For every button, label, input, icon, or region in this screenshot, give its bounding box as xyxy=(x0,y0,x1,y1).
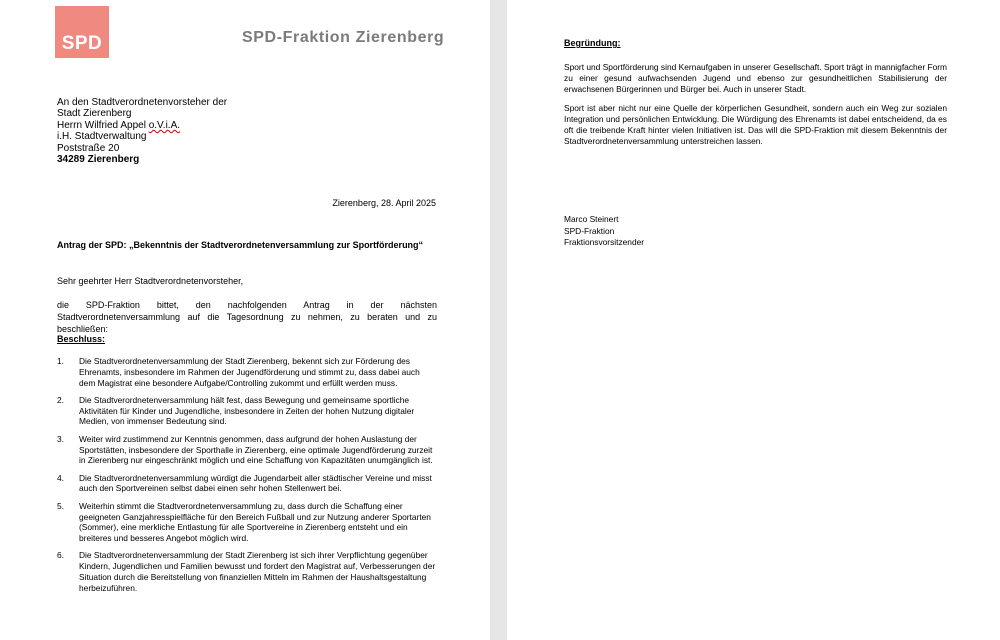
resolution-heading: Beschluss: xyxy=(57,334,106,344)
letter-date: Zierenberg, 28. April 2025 xyxy=(332,198,436,208)
organization-name: SPD-Fraktion Zierenberg xyxy=(242,29,445,46)
signature-block xyxy=(564,214,644,249)
item-text: Die Stadtverordnetenversammlung hält fest, dass Bewegung und gemeinsame sportliche Aktivitäten für Kinder und Jugendliche, insbesondere in Zeiten der hohen Nutzung digitaler Medien, von immenser Bedeutung sind. xyxy=(79,394,415,427)
spellcheck-flagged-word: o.V.i.A. xyxy=(148,119,181,131)
letter-subject: Antrag der SPD: „Bekenntnis der Stadtverordnetenversammlung zur Sportförderung“ xyxy=(57,240,424,250)
list-item xyxy=(57,395,437,427)
justification-heading: Begründung: xyxy=(564,38,621,48)
list-item xyxy=(57,356,437,388)
address-line xyxy=(57,120,227,131)
signer-role: Fraktionsvorsitzender xyxy=(564,237,645,247)
item-number: 4. xyxy=(57,472,64,483)
item-number: 1. xyxy=(57,356,64,366)
spd-logo xyxy=(55,6,109,58)
address-city: 34289 Zierenberg xyxy=(57,154,140,166)
address-line: Stadt Zierenberg xyxy=(57,108,132,120)
list-item xyxy=(57,550,437,593)
recipient-address xyxy=(57,97,227,165)
list-item xyxy=(57,473,437,495)
item-number: 6. xyxy=(57,550,64,561)
item-number: 5. xyxy=(57,500,64,511)
signer-name: Marco Steinert xyxy=(564,214,619,224)
item-text: Die Stadtverordnetenversammlung würdigt die Jugendarbeit aller städtischer Vereine und misst auch den Sportvereinen selbst dabei einen sehr hohen Stellenwert bei. xyxy=(79,472,432,494)
document-page-1 xyxy=(0,0,490,640)
item-text: Die Stadtverordnetenversammlung der Stadt Zierenberg, bekennt sich zur Förderung des Ehrenamts, insbesondere im Rahmen der Jugendförderung und stimmt zu, dass dabei auch dem Magistrat eine besondere Aufgabe/Controlling zukommt und erfüllt werden muss. xyxy=(79,356,420,388)
logo-text: SPD xyxy=(61,33,103,54)
item-text: Weiterhin stimmt die Stadtverordnetenversammlung zu, dass durch die Schaffung einer geeigneten Ganzjahresspielfläche für den Bereich Fußball und zur Nutzung anderer Sportarten (Sommer), eine merkliche Entlastung für alle Sportvereine in Zierenberg entsteht und ein breiteres und besseres Angebot möglich wird. xyxy=(79,500,431,544)
item-number: 3. xyxy=(57,433,64,444)
address-name: Herrn Wilfried Appel xyxy=(57,119,149,131)
intro-paragraph: die SPD-Fraktion bittet, den nachfolgenden Antrag in der nächsten Stadtverordnetenversammlung auf die Tagesordnung zu nehmen, zu beraten und zu beschließen: xyxy=(57,300,437,334)
item-text: Weiter wird zustimmend zur Kenntnis genommen, dass aufgrund der hohen Auslastung der Sportstätten, insbesondere der Sporthalle in Zierenberg, eine optimale Jugendförderung zurzeit in Zierenberg nur eingeschränkt möglich und eine Schaffung von Kapazitäten unumgänglich ist. xyxy=(79,433,433,466)
justification-paragraph: Sport ist aber nicht nur eine Quelle der körperlichen Gesundheit, sondern auch ein Weg zur sozialen Integration und persönlichen Entwicklung. Die Würdigung des Ehrenamts ist dabei entscheidend, da es oft die treibende Kraft hinter vielen Initiativen ist. Das will die SPD-Fraktion mit diesem Bekenntnis der Stadtverordnetenversammlung unterstreichen lassen. xyxy=(564,103,947,146)
item-number: 2. xyxy=(57,394,64,405)
address-line: An den Stadtverordnetenvorsteher der xyxy=(57,97,228,108)
address-line: Poststraße 20 xyxy=(57,142,120,154)
document-page-2 xyxy=(507,0,1000,640)
item-text: Die Stadtverordnetenversammlung der Stadt Zierenberg ist sich ihrer Verpflichtung gegenüber Kindern, Jugendlichen und Familien bewusst und fordert den Magistrat auf, Verbesserungen der Situation durch die Bereitstellung von finanziellen Mitteln im Rahmen der Haushaltsgestaltung herbeizuführen. xyxy=(79,550,436,593)
resolution-list xyxy=(57,356,437,600)
list-item xyxy=(57,434,437,466)
salutation: Sehr geehrter Herr Stadtverordnetenvorsteher, xyxy=(57,276,244,286)
address-line: i.H. Stadtverwaltung xyxy=(57,131,147,143)
list-item xyxy=(57,501,437,544)
signer-org: SPD-Fraktion xyxy=(564,225,615,236)
justification-paragraph: Sport und Sportförderung sind Kernaufgaben in unserer Gesellschaft. Sport trägt in mannigfacher Form zu einer gesund aufwachsenden Jugend und ebenso zur gesundheitlichen Stabilisierung der erwachsenen Bürgerinnen und Bürger bei. Auch in unserer Stadt. xyxy=(564,62,947,94)
